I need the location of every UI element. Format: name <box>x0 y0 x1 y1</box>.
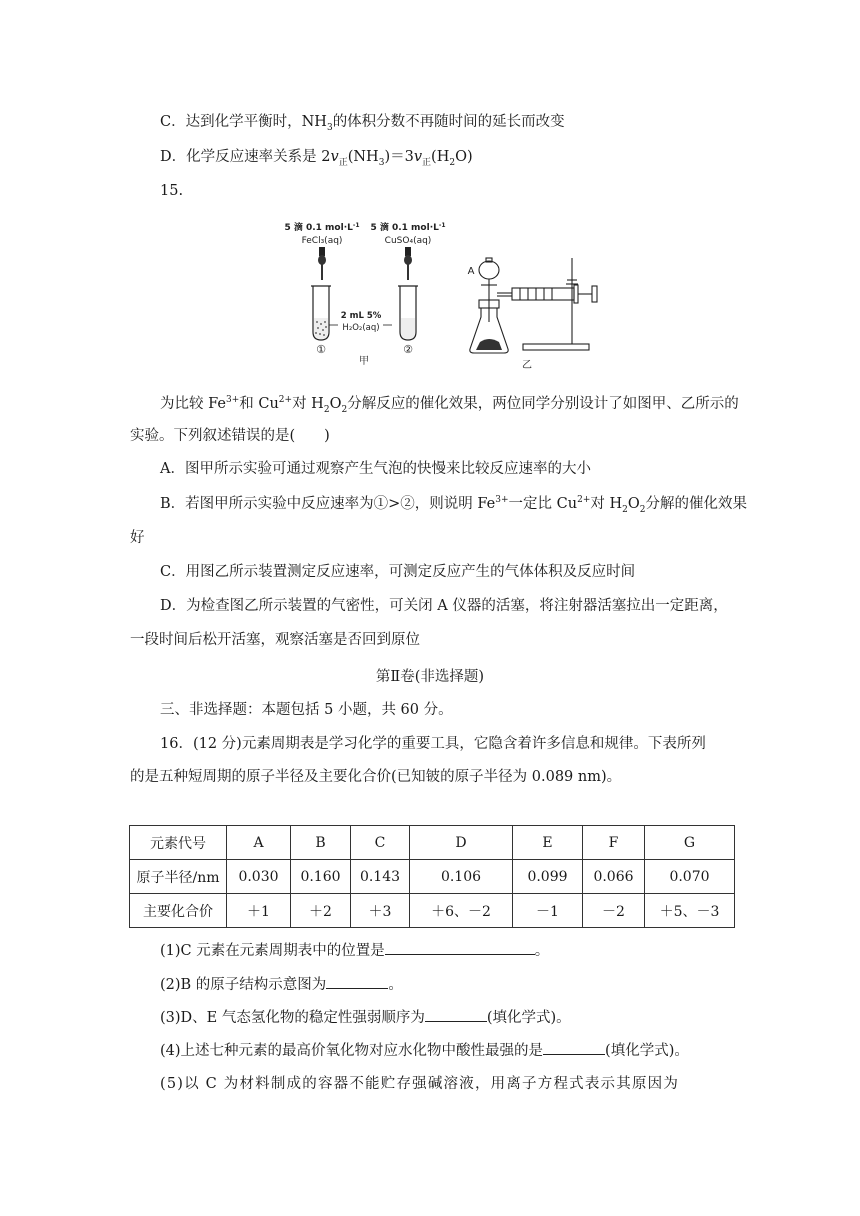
table-cell: ＋6、－2 <box>410 894 513 928</box>
table-cell: D <box>410 826 513 860</box>
table-cell: 主要化合价 <box>130 894 227 928</box>
test-tube-1-icon <box>311 286 331 340</box>
table-row <box>130 860 735 894</box>
q14-option-c: C．达到化学平衡时，$NH_3$的体积分数不再随时间的延长而改变 <box>160 114 565 133</box>
table-cell: 0.030 <box>227 860 291 894</box>
q14-option-d: D．化学反应速率关系是 $2v_正(NH_3)=3v_正(H_2O)$ <box>160 149 473 168</box>
q16-sub3: (3)D、E 气态氢化物的稳定性强弱顺序为 (填化学式)。 <box>160 1007 571 1028</box>
table-cell: 0.160 <box>291 860 351 894</box>
table-cell: 元素代号 <box>130 826 227 860</box>
q16-sub2: (2)B 的原子结构示意图为 。 <box>160 974 403 995</box>
q16-intro-line1: 16．(12 分)元素周期表是学习化学的重要工具，它隐含着许多信息和规律。下表所列 <box>160 736 706 752</box>
answer-blank-3[interactable] <box>425 1007 487 1022</box>
dropper-2-icon <box>404 247 412 280</box>
q15-stem-line2: 实验。下列叙述错误的是( ) <box>130 428 330 444</box>
table-cell: ＋1 <box>227 894 291 928</box>
tube2-reagent-line2: CuSO₄(aq) <box>384 236 432 246</box>
q15-option-d-line2: 一段时间后松开活塞，观察活塞是否回到原位 <box>130 632 420 648</box>
table-cell: G <box>645 826 735 860</box>
q15-stem-line1: 为比较 $Fe^{3+}$和 $Cu^{2+}$对 $H_2O_2$分解反应的催化效果，两位同学分别设计了如图甲、乙所示的 <box>160 395 739 415</box>
table-cell: ＋5、－3 <box>645 894 735 928</box>
h2o2-line2: H₂O₂(aq) <box>342 323 380 333</box>
tube2-number: ② <box>403 343 413 356</box>
answer-blank-1[interactable] <box>385 940 535 955</box>
q16-sub1: (1)C 元素在元素周期表中的位置是 。 <box>160 940 549 961</box>
section-title: 第Ⅱ卷(非选择题) <box>375 669 485 685</box>
answer-blank-2[interactable] <box>326 974 388 989</box>
table-cell: ＋2 <box>291 894 351 928</box>
table-row <box>130 894 735 928</box>
gas-apparatus-icon <box>467 258 597 353</box>
table-cell: －2 <box>583 894 645 928</box>
table-cell: 原子半径/nm <box>130 860 227 894</box>
table-cell: B <box>291 826 351 860</box>
q15-option-d-line1: D．为检查图乙所示装置的气密性，可关闭 A 仪器的活塞，将注射器活塞拉出一定距离， <box>160 598 728 614</box>
table-cell: 0.143 <box>351 860 410 894</box>
q16-sub4: (4)上述七种元素的最高价氧化物对应水化物中酸性最强的是 (填化学式)。 <box>160 1040 689 1061</box>
table-cell: 0.066 <box>583 860 645 894</box>
table-cell: 0.070 <box>645 860 735 894</box>
q15-figure <box>280 214 610 374</box>
dropper-1-icon <box>318 247 326 280</box>
q16-intro-line2: 的是五种短周期的原子半径及主要化合价(已知铍的原子半径为 0.089 nm)。 <box>130 769 622 785</box>
q15-option-a: A．图甲所示实验可通过观察产生气泡的快慢来比较反应速率的大小 <box>160 461 591 477</box>
table-cell: F <box>583 826 645 860</box>
h2o2-line1: 2 mL 5% <box>340 311 382 321</box>
table-cell: C <box>351 826 410 860</box>
tube2-reagent-line1: 5 滴 0.1 $mol\cdot L^{-1}$ <box>370 222 446 233</box>
q15-option-b-line2: 好 <box>130 530 145 546</box>
tube1-number: ① <box>316 343 326 356</box>
table-cell: ＋3 <box>351 894 410 928</box>
tube1-reagent-line1: 5 滴 0.1 $mol\cdot L^{-1}$ <box>284 222 360 233</box>
section-instruction: 三、非选择题：本题包括 5 小题，共 60 分。 <box>160 702 453 718</box>
answer-blank-4[interactable] <box>543 1040 605 1055</box>
label-jia: 甲 <box>359 356 369 367</box>
label-A: A <box>467 266 475 277</box>
table-cell: 0.106 <box>410 860 513 894</box>
table-cell: －1 <box>513 894 583 928</box>
table-cell: 0.099 <box>513 860 583 894</box>
q15-option-b-line1: B．若图甲所示实验中反应速率为①>②，则说明 $Fe^{3+}$一定比 $Cu^{2+}$对 $H_2O_2$分解的催化效果 <box>160 495 747 515</box>
q15-number: 15. <box>160 183 184 199</box>
q16-sub5: (5)以 C 为材料制成的容器不能贮存强碱溶液，用离子方程式表示其原因为 <box>160 1076 680 1092</box>
element-table <box>129 825 735 928</box>
table-cell: E <box>513 826 583 860</box>
table-header-row <box>130 826 735 860</box>
label-yi: 乙 <box>522 360 532 371</box>
q15-option-c: C．用图乙所示装置测定反应速率，可测定反应产生的气体体积及反应时间 <box>160 564 636 580</box>
test-tube-2-icon <box>398 286 418 340</box>
tube1-reagent-line2: FeCl₃(aq) <box>301 236 343 246</box>
table-cell: A <box>227 826 291 860</box>
